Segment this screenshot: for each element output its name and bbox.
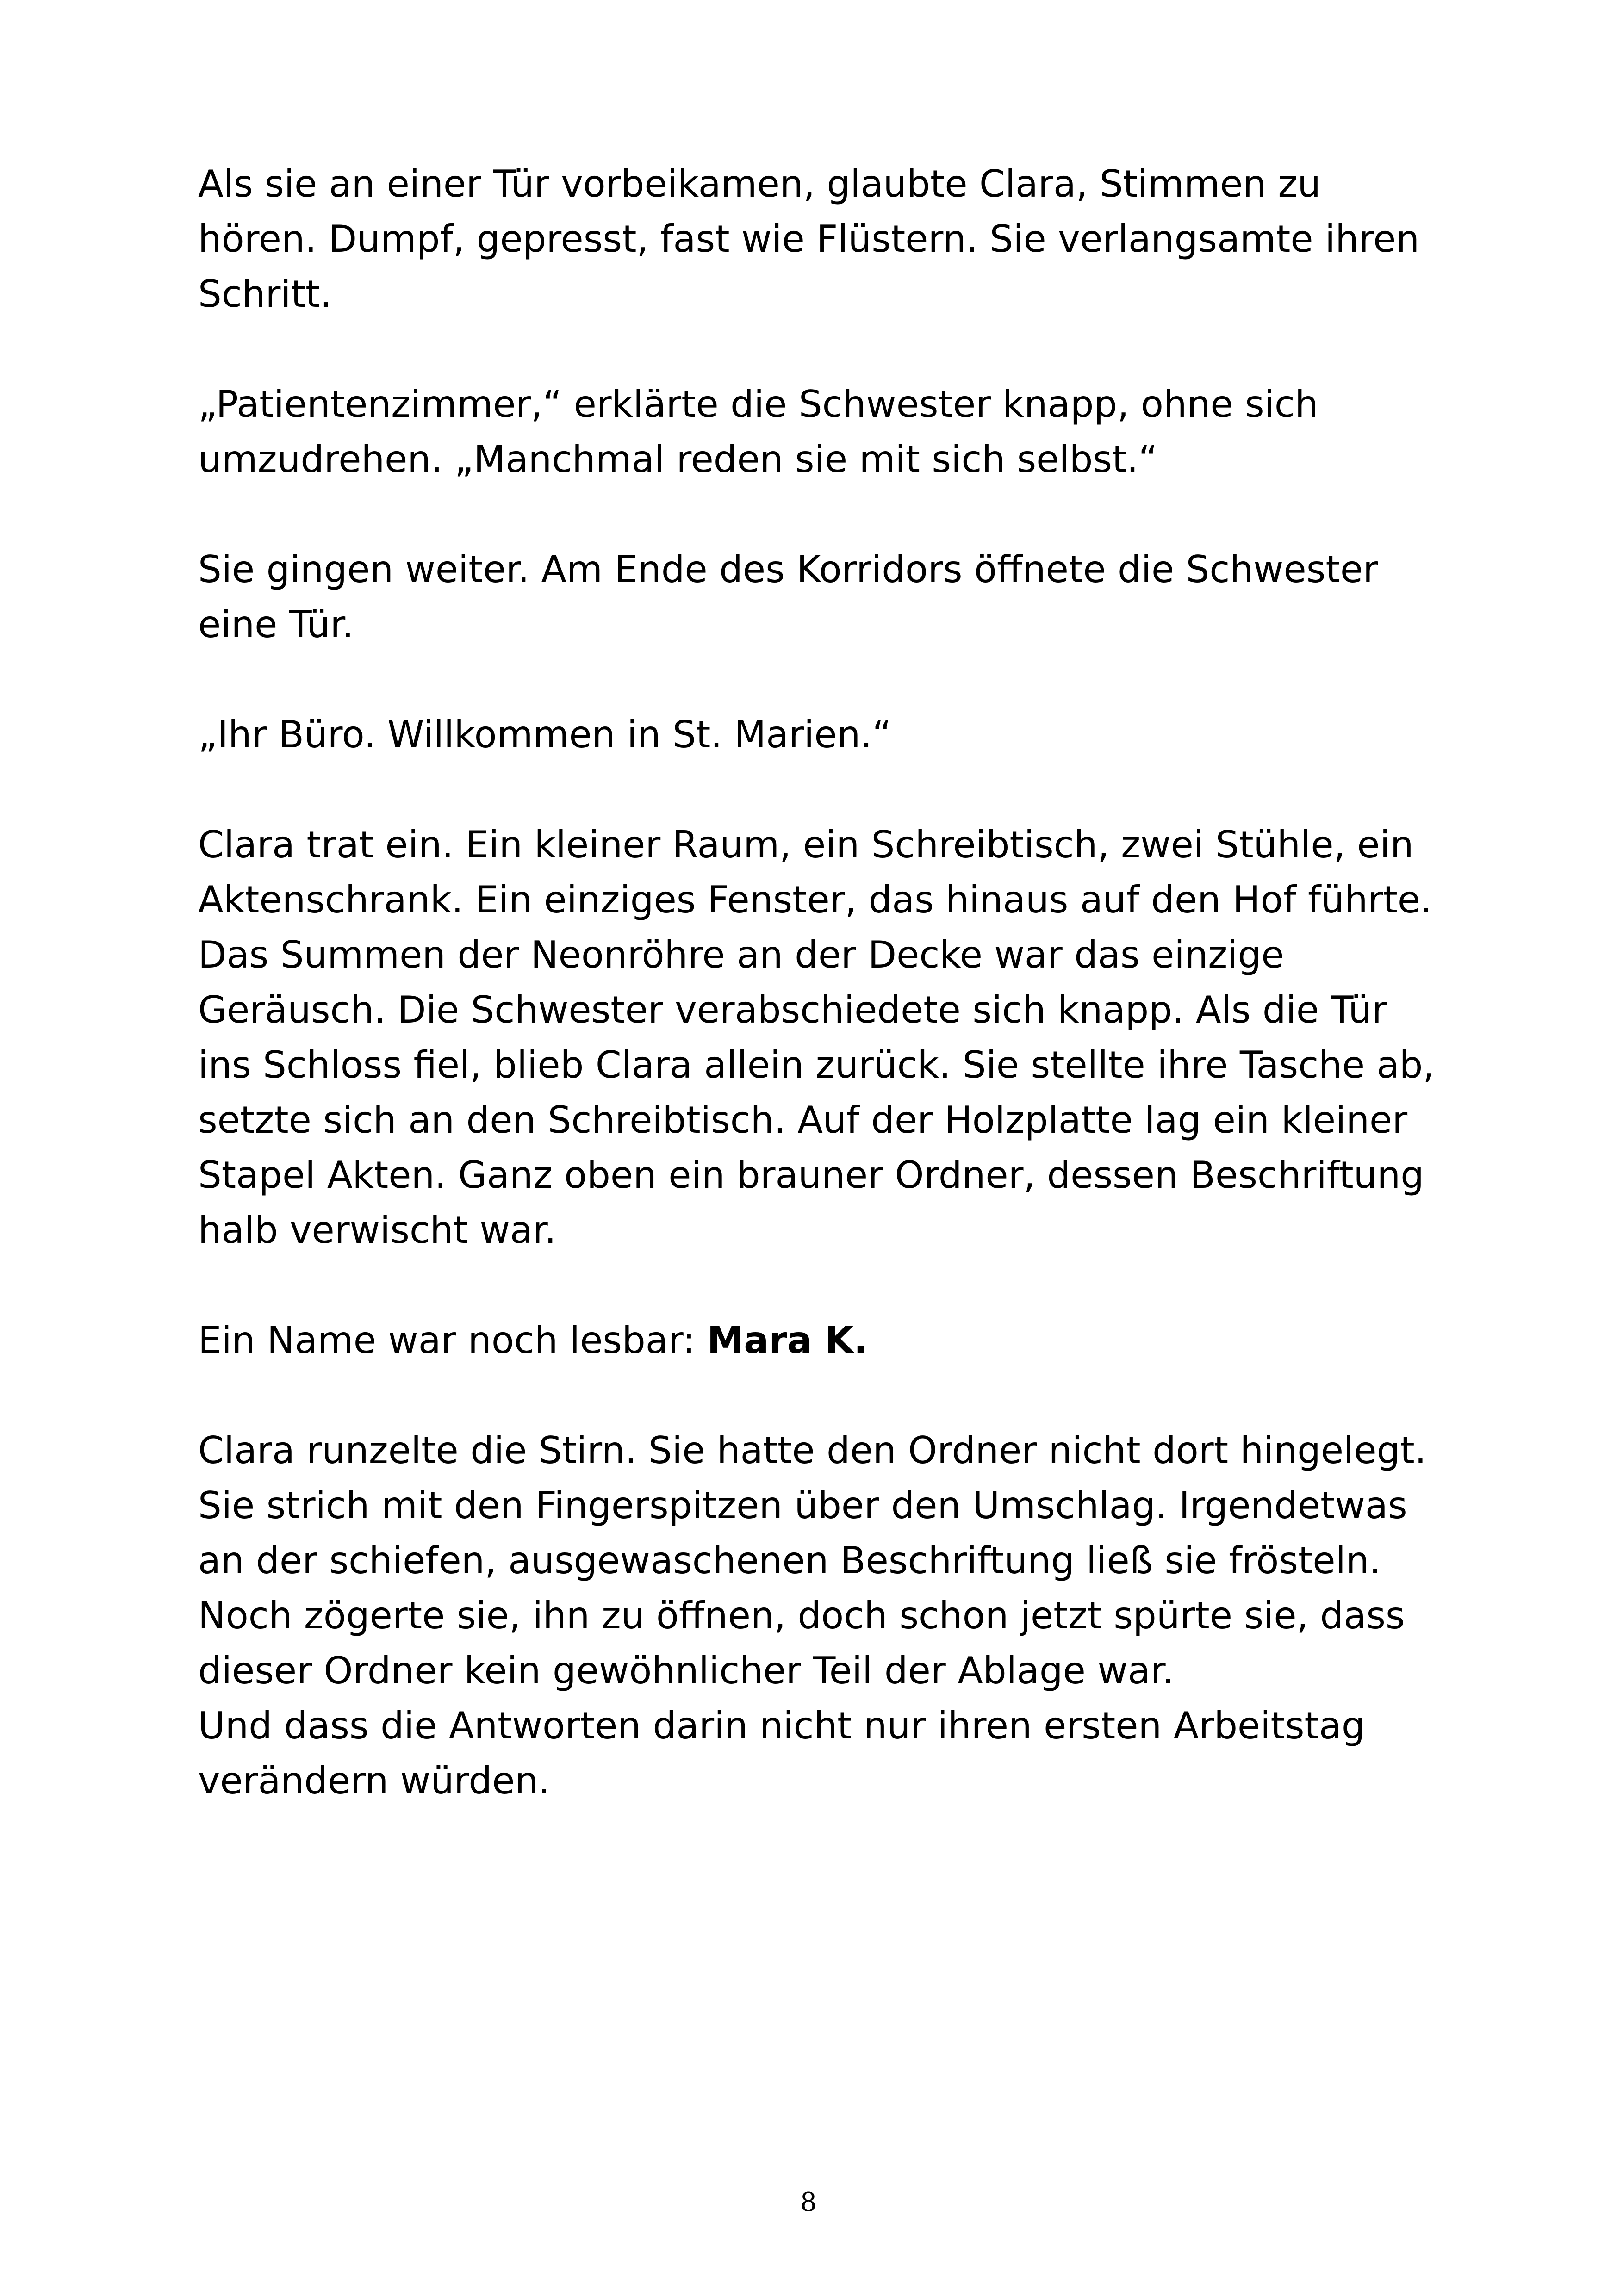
- page-number: 8: [800, 2187, 817, 2217]
- paragraph-6: [198, 1313, 1448, 1368]
- body-text: [198, 156, 1448, 1863]
- paragraph-8: Und dass die Antworten darin nicht nur ihren ersten Arbeitstag verändern würden.: [198, 1704, 1365, 1802]
- paragraph-5: Clara trat ein. Ein kleiner Raum, ein Schreibtisch, zwei Stühle, ein Aktenschrank. Ein einziges Fenster, das hinaus auf den Hof führte. Das Summen der Neonröhre an der Decke war das einzige Geräusch. Die Schwester verabschiedete sich knapp. Als die Tür ins Schloss fiel, blieb Clara allein zurück. Sie stellte ihre Tasche ab, setzte sich an den Schreibtisch. Auf der Holzplatte lag ein kleiner Stapel Akten. Ganz oben ein brauner Ordner, dessen Beschriftung halb verwischt war.: [198, 823, 1435, 1252]
- paragraph-3: Sie gingen weiter. Am Ende des Korridors öffnete die Schwester eine Tür.: [198, 548, 1378, 646]
- paragraph-7: Clara runzelte die Stirn. Sie hatte den Ordner nicht dort hingelegt. Sie strich mit den Fingerspitzen über den Umschlag. Irgendetwas an der schiefen, ausgewaschenen Beschriftung ließ sie frösteln. Noch zögerte sie, ihn zu öffnen, doch schon jetzt spürte sie, dass dieser Ordner kein gewöhnlicher Teil der Ablage war.: [198, 1429, 1427, 1692]
- paragraph-2: „Patientenzimmer,“ erklärte die Schwester knapp, ohne sich umzudrehen. „Manchmal reden sie mit sich selbst.“: [198, 383, 1318, 481]
- paragraph-6-prefix: Ein Name war noch lesbar:: [198, 1319, 707, 1362]
- paragraph-4: „Ihr Büro. Willkommen in St. Marien.“: [198, 713, 892, 756]
- bold-name: Mara K.: [707, 1319, 868, 1362]
- paragraph-1: Als sie an einer Tür vorbeikamen, glaubte Clara, Stimmen zu hören. Dumpf, gepresst, fast wie Flüstern. Sie verlangsamte ihren Schritt.: [198, 162, 1420, 316]
